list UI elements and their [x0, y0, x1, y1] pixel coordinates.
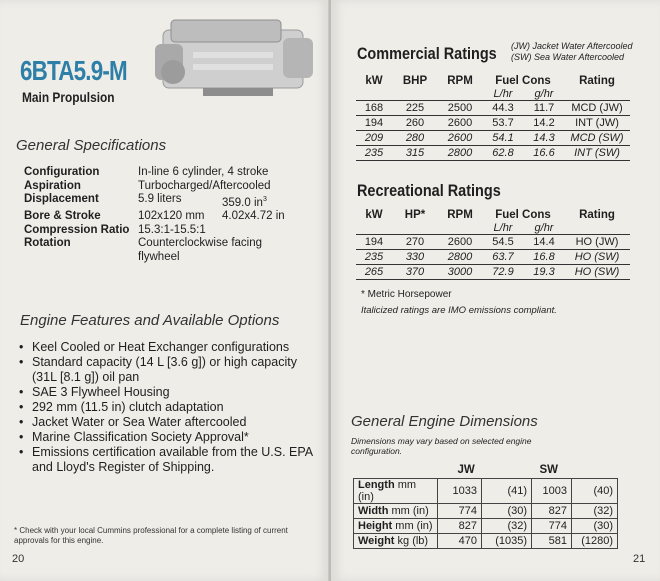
list-item: • Keel Cooled or Heat Exchanger configurations	[18, 340, 318, 355]
list-item: • SAE 3 Flywheel Housing	[18, 385, 318, 400]
page-number-left: 20	[12, 553, 25, 565]
list-item: • Standard capacity (14 L [3.6 g]) or high capacity (31L [8.1 g]) oil pan	[18, 355, 318, 385]
table-row: 235 315 2800 62.8 16.6 INT (SW)	[356, 146, 630, 161]
spec-row: Rotation Counterclockwise facing	[24, 237, 263, 250]
spec-row: Compression Ratio 15.3:1-15.5:1	[24, 223, 206, 236]
dimensions-table	[353, 462, 618, 549]
list-item: • 292 mm (11.5 in) clutch adaptation	[18, 400, 318, 415]
spec-row: flywheel	[138, 250, 180, 263]
page-number-right: 21	[633, 553, 646, 565]
spec-row: Configuration In-line 6 cylinder, 4 stroke	[24, 166, 269, 178]
cooling-legend: (JW) Jacket Water Aftercooled (SW) Sea Water Aftercooled	[511, 41, 633, 62]
table-row: 168 225 2500 44.3 11.7 MCD (JW)	[356, 101, 630, 116]
table-header-row: kW BHP RPM Fuel Cons Rating	[365, 74, 615, 87]
dimensions-note: Dimensions may vary based on selected engine configuration.	[351, 436, 532, 456]
engine-illustration	[143, 12, 321, 100]
recreational-ratings-title: Recreational Ratings	[357, 181, 501, 200]
recreational-ratings-table	[356, 207, 630, 280]
approval-footnote: * Check with your local Cummins professional for a complete listing of current approvals for this engine.	[14, 526, 288, 545]
table-row: Height mm (in) 827 (32) 774 (30)	[354, 519, 618, 534]
features-title: Engine Features and Available Options	[20, 312, 280, 329]
model-title: 6BTA5.9-M	[20, 55, 127, 86]
table-row: Width mm (in) 774 (30) 827 (32)	[354, 504, 618, 519]
general-specs-title: General Specifications	[16, 137, 167, 154]
spec-row: Displacement 5.9 liters 359.0 $in^3$	[24, 193, 267, 209]
list-item: • Jacket Water or Sea Water aftercooled	[18, 415, 318, 430]
specs-table	[24, 166, 320, 264]
commercial-ratings-table	[356, 73, 630, 161]
spec-row: Bore & Stroke 102x120 mm 4.02x4.72 in	[24, 210, 285, 223]
table-row: 209 280 2600 54.1 14.3 MCD (SW)	[356, 131, 630, 146]
table-row: Length mm (in) 1033 (41) 1003 (40)	[354, 479, 618, 504]
table-row: Weight kg (lb) 470 (1035) 581 (1280)	[354, 534, 618, 549]
imo-note: Italicized ratings are IMO emissions compliant.	[361, 305, 557, 316]
dimensions-title: General Engine Dimensions	[351, 413, 538, 430]
table-row: 235 330 2800 63.7 16.8 HO (SW)	[356, 250, 630, 265]
left-page	[0, 0, 329, 581]
table-row: 194 260 2600 53.7 14.2 INT (JW)	[356, 116, 630, 131]
features-list	[18, 340, 318, 475]
table-header-row: kW HP* RPM Fuel Cons Rating	[365, 208, 615, 221]
table-row: 194 270 2600 54.5 14.4 HO (JW)	[356, 235, 630, 250]
list-item: • Marine Classification Society Approval*	[18, 430, 318, 445]
model-subtitle: Main Propulsion	[22, 89, 115, 105]
commercial-ratings-title: Commercial Ratings	[357, 44, 497, 63]
spec-row: Aspiration Turbocharged/Aftercooled	[24, 179, 271, 192]
list-item: • Emissions certification available from the U.S. EPA and Lloyd's Register of Shipping.	[18, 445, 318, 475]
table-units-row: L/hr g/hr	[356, 222, 630, 235]
table-row: 265 370 3000 72.9 19.3 HO (SW)	[356, 265, 630, 280]
table-header-row: JW SW	[457, 464, 559, 476]
hp-footnote: * Metric Horsepower	[361, 289, 452, 300]
table-units-row: L/hr g/hr	[356, 88, 630, 101]
